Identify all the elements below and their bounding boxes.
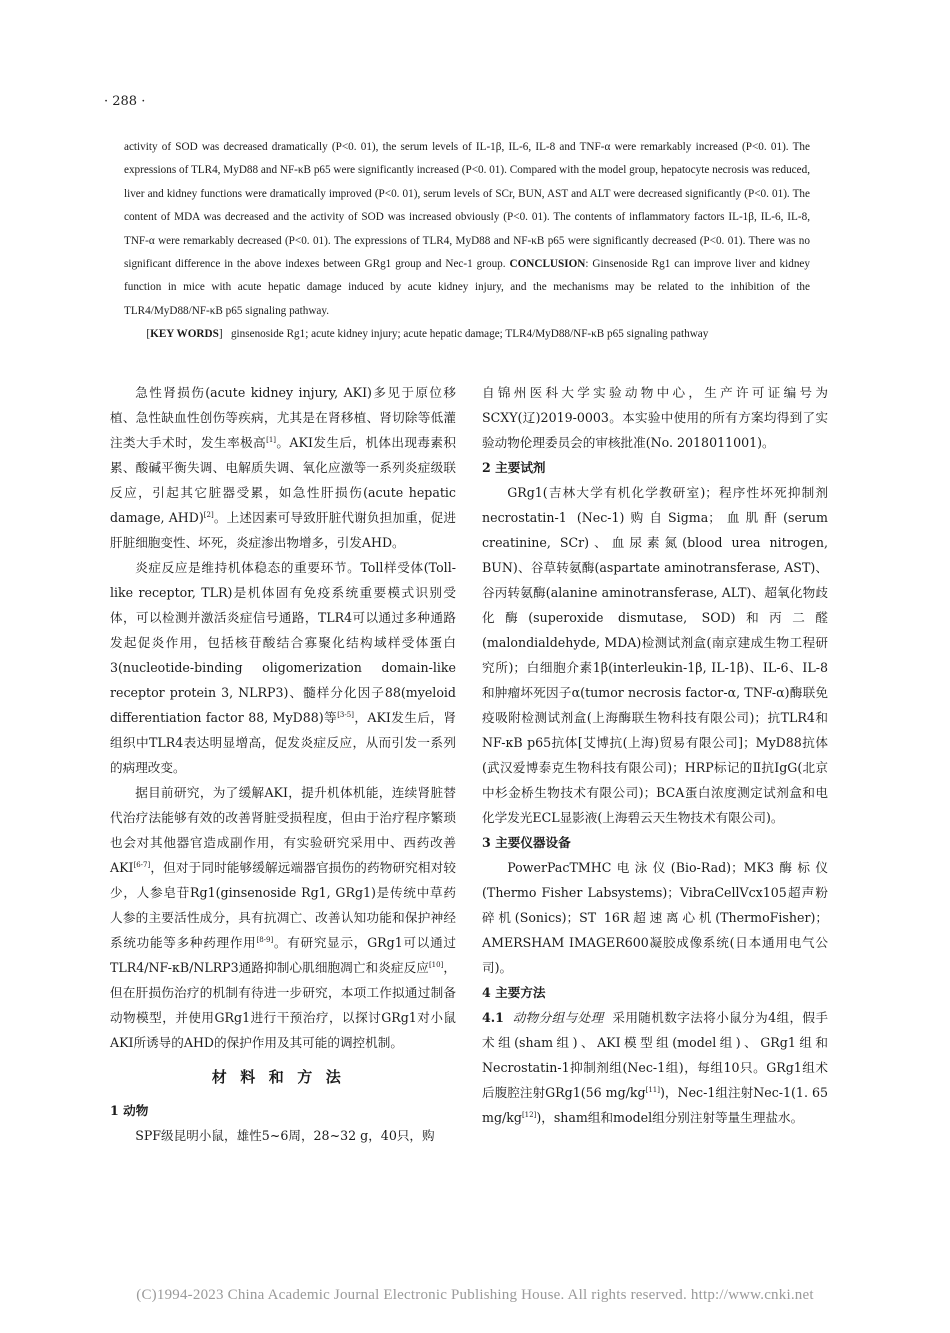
conclusion-text: : Ginsenoside Rg1 can improve liver and kidney function in mice with acute hepatic damage induced by acute kidney injury, and the mechanisms may be related to the inhibition of the TLR4/MyD88/NF-κB p65 signaling pathway. (124, 258, 810, 317)
ref-11: [11] (645, 1085, 660, 1094)
conclusion-label: CONCLUSION (509, 258, 586, 271)
ref-3-5: [3-5] (337, 710, 354, 719)
heading-instruments: 3 主要仪器设备 (482, 835, 571, 850)
ref-12: [12] (521, 1110, 537, 1119)
intro-paragraph-3: 据目前研究，为了缓解AKI，提升机体机能，连续肾脏替代治疗法能够有效的改善肾脏受损程度，但由于治疗程序繁琐也会对其他器官造成副作用，有实验研究采用中、西药改善AKI[6-7]，但对于同时能够缓解远端器官损伤的药物研究相对较少，人参皂苷Rg1(ginsenoside Rg1, GRg1)是传统中草药人参的主要活性成分，具有抗凋亡、改善认知功能和保护神经系统功能等多种药理作用[8-9]。有研究显示，GRg1可以通过TLR4/NF-κB/NLRP3通路抑制心肌细胞凋亡和炎症反应[10]，但在肝损伤治疗的机制有待进一步研究，本项工作拟通过制备动物模型，并使用GRg1进行干预治疗，以探讨GRg1对小鼠AKI所诱导的AHD的保护作用及其可能的调控机制。 (110, 785, 457, 1050)
method-4-1-label: 动物分组与处理 (512, 1010, 604, 1025)
ref-2: [2] (203, 510, 214, 519)
intro-paragraph-2: 炎症反应是维持机体稳态的重要环节。Toll样受体(Toll-like receptor, TLR)是机体固有免疫系统重要模式识别受体，可以检测并激活炎症信号通路，TLR4可以通过多种通路发起促炎作用，包括核苷酸结合寡聚化结构域样受体蛋白3(nucleotide-binding oligomerization domain-like receptor protein 3, NLRP3)、髓样分化因子88(myeloid differentiation factor 88, MyD88)等[3-5]，AKI发生后，肾组织中TLR4表达明显增高，促发炎症反应，从而引发一系列的病理改变。 (110, 560, 456, 775)
keywords-label: KEY WORDS (150, 328, 219, 341)
method-4-1: 4.1 动物分组与处理 采用随机数字法将小鼠分为4组，假手术组(sham组)、AKI模型组(model组)、GRg1组和Necrostatin-1抑制剂组(Nec-1组)，每组10只。GRg1组术后腹腔注射GRg1(56 mg/kg[11])，Nec-1组注射Nec-1(1. 65 mg/kg[12])，sham组和model组分别注射等量生理盐水。 (482, 1010, 829, 1125)
ref-1: [1] (266, 435, 277, 444)
ref-10: [10] (428, 960, 444, 969)
ref-6-7: [6-7] (133, 860, 151, 869)
keywords-text: ginsenoside Rg1; acute kidney injury; acute hepatic damage; TLR4/MyD88/NF-κB p65 signaling pathway (230, 328, 709, 341)
section-title-materials-methods: 材料和方法 (211, 1068, 355, 1086)
reagents-paragraph: GRg1(吉林大学有机化学教研室)；程序性坏死抑制剂necrostatin-1 (Nec-1)购自Sigma；血肌酐(serum creatinine, SCr)、血尿素氮(blood urea nitrogen, BUN)、谷草转氨酶(aspartate aminotransferase, AST)、谷丙转氨酶(alanine aminotransferase, ALT)、超氧化物歧化酶(superoxide dismutase, SOD)和丙二醛(malondialdehyde, MDA)检测试剂盒(南京建成生物工程研究所)；白细胞介素1β(interleukin-1β, IL-1β)、IL-6、IL-8和肿瘤坏死因子α(tumor necrosis factor-α, TNF-α)酶联免疫吸附检测试剂盒(上海酶联生物科技有限公司)；抗TLR4和NF-κB p65抗体[艾博抗(上海)贸易有限公司]；MyD88抗体(武汉爱博泰克生物科技有限公司)；HRP标记的Ⅱ抗IgG(北京中杉金桥生物技术有限公司)；BCA蛋白浓度测定试剂盒和电化学发光ECL显影液(上海碧云天生物技术有限公司)。 (482, 485, 828, 825)
abstract-results (124, 136, 810, 323)
abstract-results-text: activity of SOD was decreased dramatically (P<0. 01), the serum levels of IL-1β, IL-6, IL-8 and TNF-α were remarkably increased (P<0. 01). The expressions of TLR4, MyD88 and NF-κB p65 were significantly increased (P<0. 01). Compared with the model group, hepatocyte necrosis was reduced, liver and kidney functions were dramatically improved (P<0. 01), serum levels of SCr, BUN, AST and ALT were decreased significantly (P<0. 01). The content of MDA was decreased and the activity of SOD was increased obviously (P<0. 01). The contents of inflammatory factors IL-1β, IL-6, IL-8, TNF-α were remarkably decreased (P<0. 01). The expressions of TLR4, MyD88 and NF-κB p65 were significantly decreased (P<0. 01). There was no significant difference in the above indexes between GRg1 group and Nec-1 group. (124, 141, 810, 271)
heading-animals: 1 动物 (110, 1103, 149, 1118)
heading-methods: 4 主要方法 (482, 985, 546, 1000)
animals-paragraph-continued: 自锦州医科大学实验动物中心，生产许可证编号为SCXY(辽)2019-0003。本实验中使用的所有方案均得到了实验动物伦理委员会的审核批准(No. 2018011001)。 (482, 385, 828, 450)
right-column (482, 380, 828, 1130)
keywords: [KEY WORDS] ginsenoside Rg1; acute kidney injury; acute hepatic damage; TLR4/MyD88/NF-κB p65 signaling pathway (146, 328, 709, 341)
animals-paragraph: SPF级昆明小鼠，雄性5~6周，28~32 g，40只，购 (135, 1128, 435, 1143)
intro-paragraph-1: 急性肾损伤(acute kidney injury, AKI)多见于原位移植、急性缺血性创伤等疾病，尤其是在肾移植、肾切除等低灌注类大手术时，发生率极高[1]。AKI发生后，机体出现毒素积累、酸碱平衡失调、电解质失调、氧化应激等一系列炎症级联反应，引起其它脏器受累，如急性肝损伤(acute hepatic damage, AHD)[2]。上述因素可导致肝脏代谢负担加重，促进肝脏细胞变性、坏死，炎症渗出物增多，引发AHD。 (110, 385, 456, 550)
page-number: · 288 · (104, 94, 146, 109)
copyright-footer: (C)1994-2023 China Academic Journal Electronic Publishing House. All rights reserved. http://www.cnki.net (136, 1287, 814, 1303)
abstract (124, 136, 810, 347)
left-column (110, 380, 456, 1148)
heading-reagents: 2 主要试剂 (482, 460, 546, 475)
instruments-paragraph: PowerPacTMHC电泳仪(Bio-Rad)；MK3酶标仪(Thermo Fisher Labsystems)；VibraCellVcx105超声粉碎机(Sonics)；ST 16R超速离心机(ThermoFisher)；AMERSHAM IMAGER600凝胶成像系统(日本通用电气公司)。 (482, 860, 828, 975)
ref-8-9: [8-9] (256, 935, 274, 944)
